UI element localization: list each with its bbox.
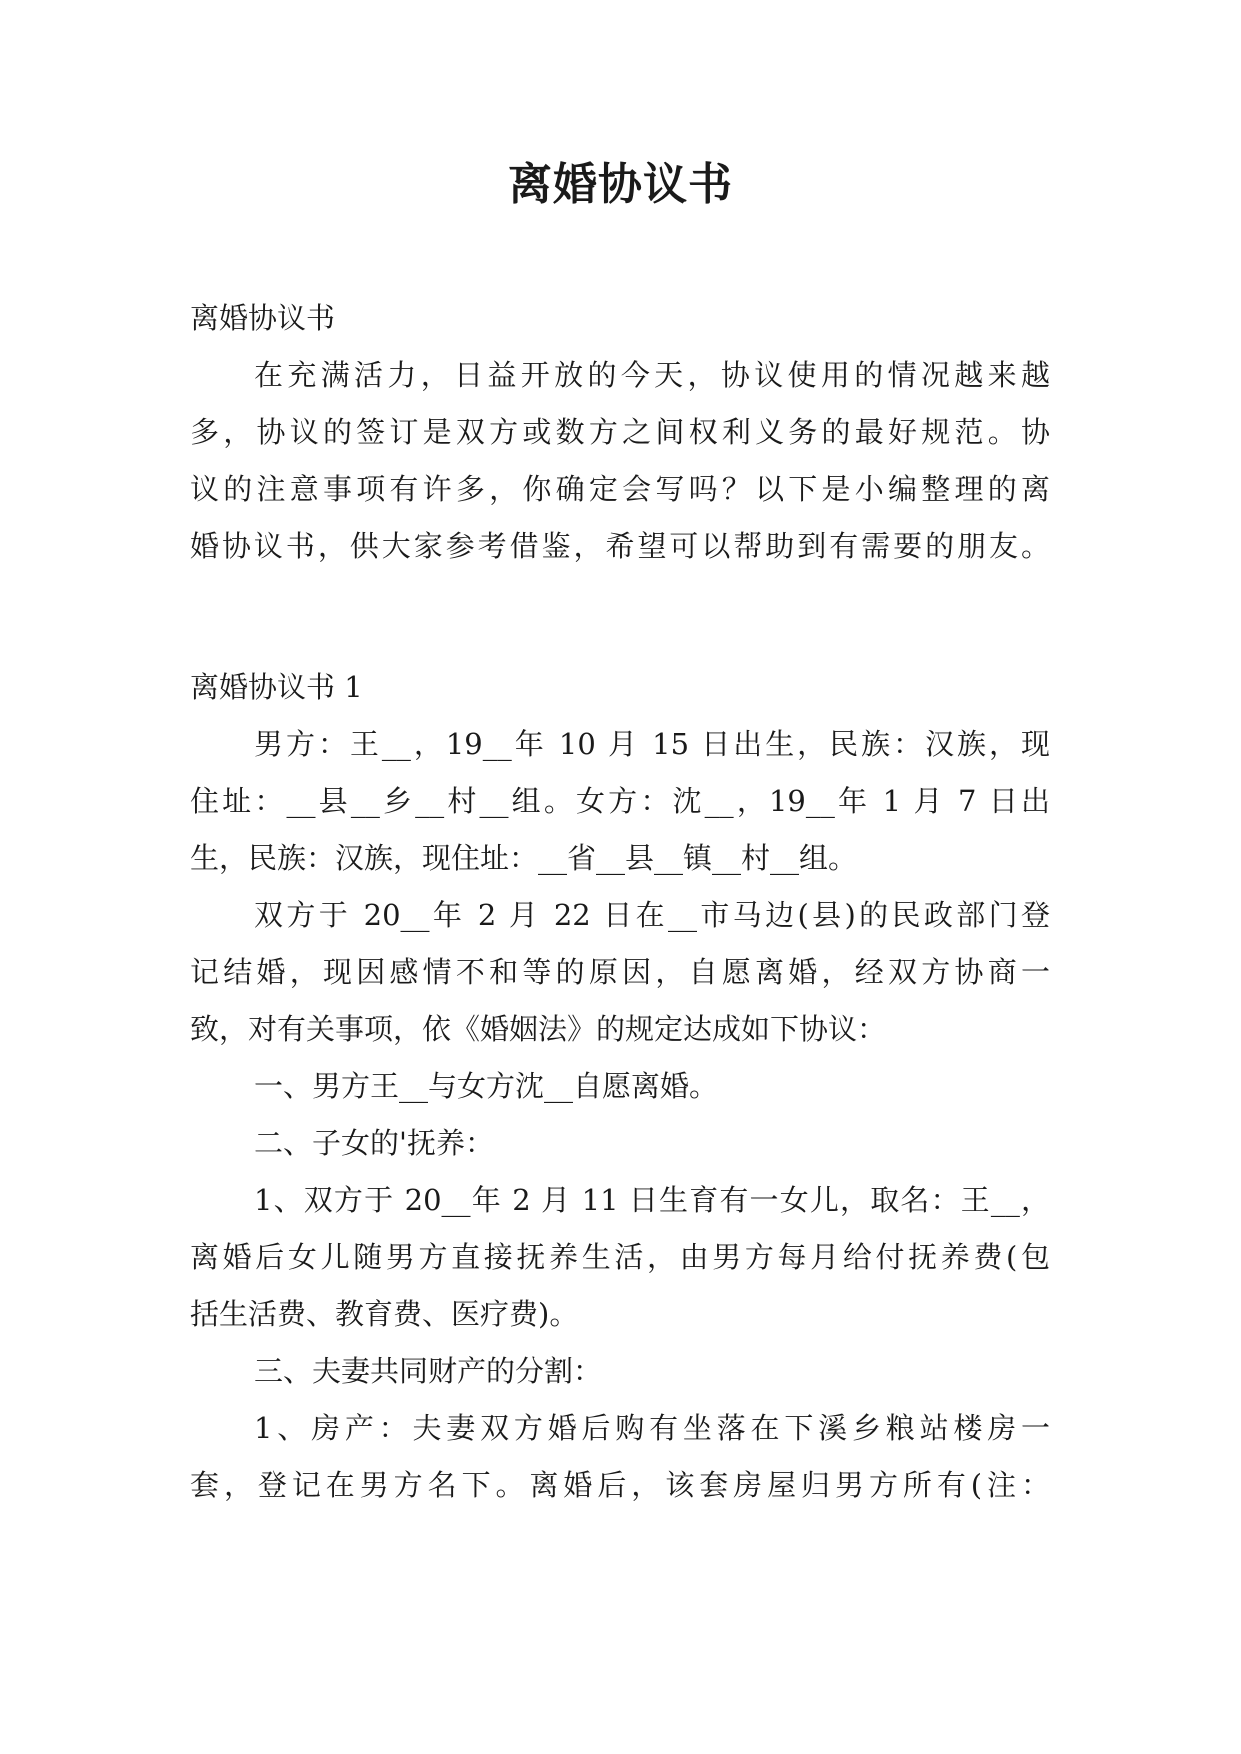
document-title: 离婚协议书	[508, 159, 733, 210]
body-line: 套，登记在男方名下。离婚后，该套房屋归男方所有(注：	[190, 1468, 1050, 1502]
intro-line: 多，协议的签订是双方或数方之间权利义务的最好规范。协	[190, 415, 1050, 449]
clause-line: 二、子女的'抚养：	[254, 1126, 494, 1160]
body-line: 括生活费、教育费、医疗费)。	[190, 1297, 579, 1331]
body-line: 1、双方于 20__年 2 月 11 日生育有一女儿，取名：王__，	[254, 1183, 1050, 1217]
intro-line: 在充满活力，日益开放的今天，协议使用的情况越来越	[254, 358, 1050, 392]
body-line: 离婚后女儿随男方直接抚养生活，由男方每月给付抚养费(包	[190, 1240, 1050, 1274]
body-line: 1、房产：夫妻双方婚后购有坐落在下溪乡粮站楼房一	[254, 1411, 1050, 1445]
body-line: 生，民族：汉族，现住址：__省__县__镇__村__组。	[190, 841, 858, 875]
clause-line: 一、男方王__与女方沈__自愿离婚。	[254, 1069, 719, 1103]
intro-heading: 离婚协议书	[190, 301, 336, 335]
body-line: 双方于 20__年 2 月 22 日在__市马边(县)的民政部门登	[254, 898, 1050, 932]
body-line: 男方：王__，19__年 10 月 15 日出生，民族：汉族，现	[254, 727, 1050, 761]
body-line: 致，对有关事项，依《婚姻法》的规定达成如下协议：	[190, 1012, 887, 1046]
intro-line: 婚协议书，供大家参考借鉴，希望可以帮助到有需要的朋友。	[190, 529, 1050, 563]
document-body	[190, 290, 1050, 1514]
section-spacer	[190, 575, 1050, 659]
section-heading: 离婚协议书 1	[190, 670, 363, 704]
body-line: 住址：__县__乡__村__组。女方：沈__，19__年 1 月 7 日出	[190, 784, 1050, 818]
body-line: 记结婚，现因感情不和等的原因，自愿离婚，经双方协商一	[190, 955, 1050, 989]
intro-line: 议的注意事项有许多，你确定会写吗？以下是小编整理的离	[190, 472, 1050, 506]
clause-line: 三、夫妻共同财产的分割：	[254, 1354, 603, 1388]
